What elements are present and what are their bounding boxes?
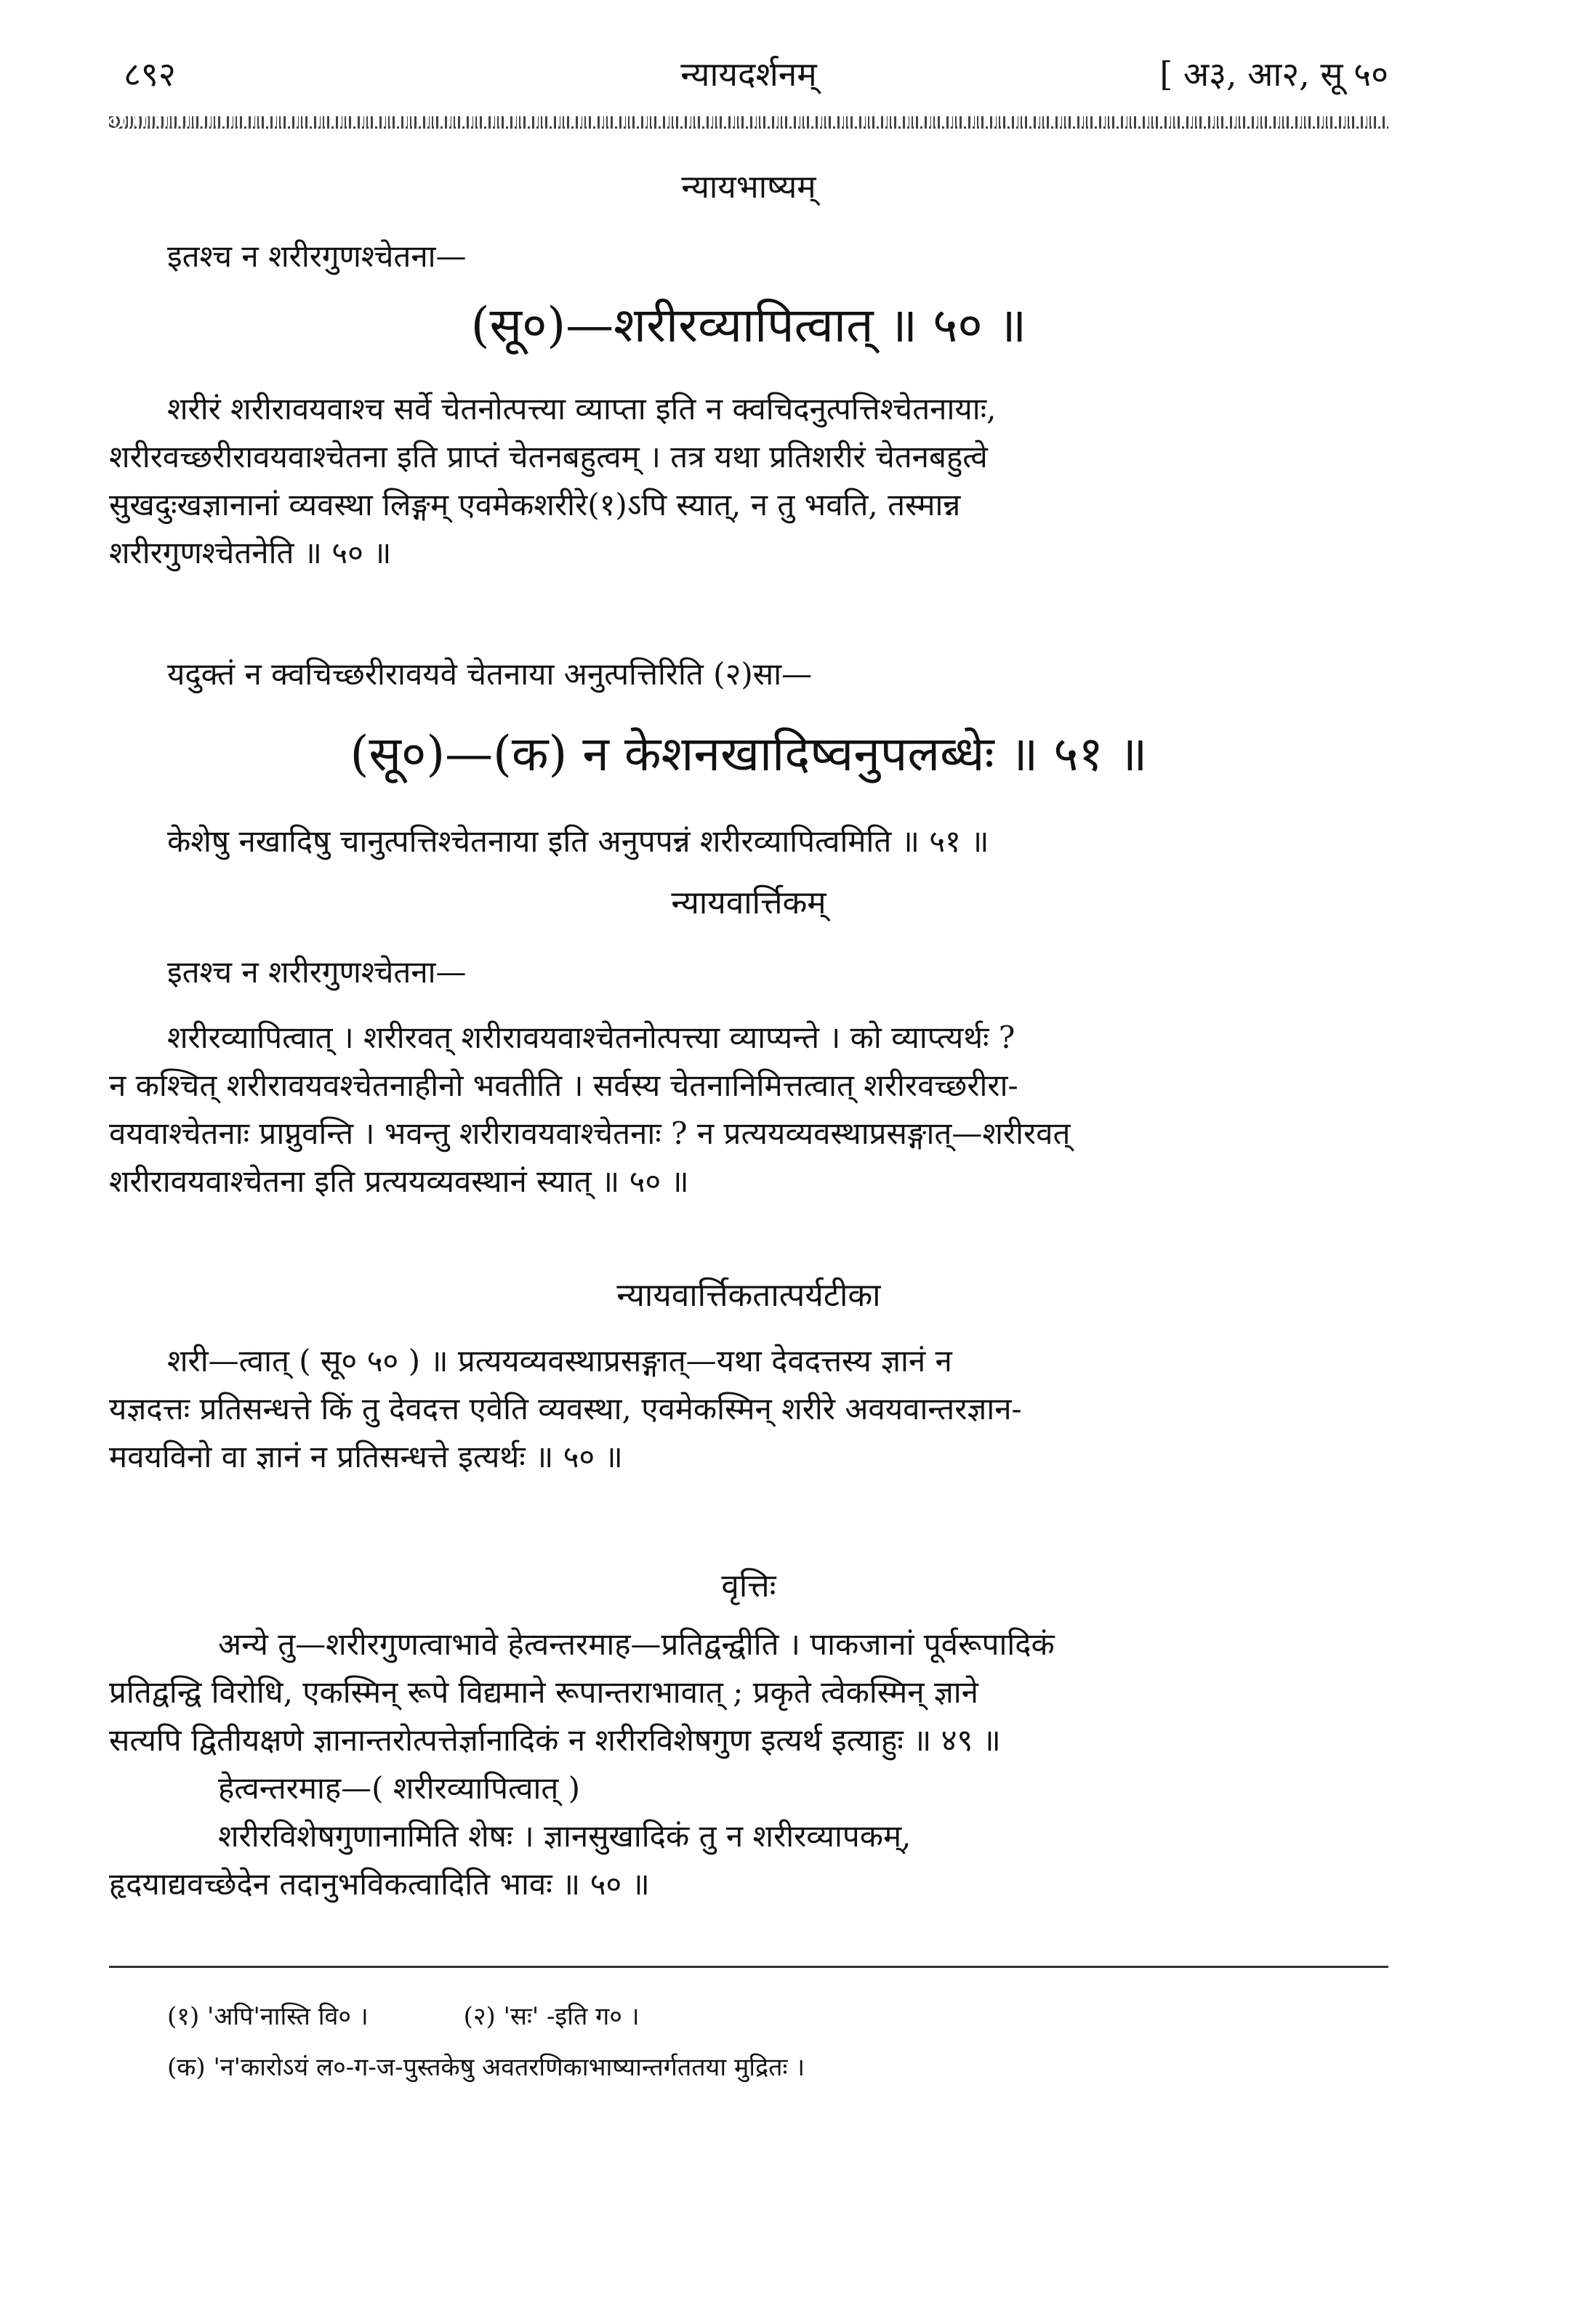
tika-paragraph	[109, 1337, 1388, 1481]
footnote-2: (२) 'सः' -इति ग० ।	[463, 2002, 640, 2031]
vritti-heading: वृत्तिः	[721, 1568, 776, 1605]
vartika-heading: न्यायवार्त्तिकम्	[671, 884, 826, 921]
bhashya-paragraph-2: केशेषु नखादिषु चानुत्पत्तिश्चेतनाया इति अनुपपन्नं शरीरव्यापित्वमिति ॥ ५१ ॥	[167, 823, 989, 859]
page-number: ८९२	[124, 55, 176, 94]
page-header	[109, 51, 1388, 102]
text-line: हृदयाद्यवच्छेदेन तदानुभविकत्वादिति भावः ॥ ५० ॥	[109, 1866, 650, 1902]
bhashya-paragraph-1	[109, 385, 1388, 577]
text-line: प्रतिद्वन्द्वि विरोधि, एकस्मिन् रूपे विद्यमाने रूपान्तराभावात् ; प्रकृते त्वेकस्मिन् ज्ञाने	[109, 1674, 978, 1710]
bhashya-intro-2: यदुक्तं न क्वचिच्छरीरावयवे चेतनाया अनुत्पत्तिरिति (२)सा—	[167, 656, 813, 692]
running-title: न्यायदर्शनम्	[680, 55, 817, 94]
bhashya-intro: इतश्च न शरीरगुणश्चेतना—	[167, 238, 467, 274]
header-wavy-rule	[109, 116, 1388, 129]
text-line: शरीरवच्छरीरावयवाश्चेतना इति प्राप्तं चेतनबहुत्वम् । तत्र यथा प्रतिशरीरं चेतनबहुत्वे	[109, 439, 988, 475]
footnote-rule	[109, 1966, 1388, 1968]
sutra-50: (सू०)—शरीरव्यापित्वात् ॥ ५० ॥	[470, 297, 1027, 353]
tika-heading: न्यायवार्त्तिकतात्पर्यटीका	[616, 1277, 881, 1314]
text-line: शरीरगुणश्चेतनेति ॥ ५० ॥	[109, 535, 392, 570]
text-line: शरीरं शरीरावयवाश्च सर्वे चेतनोत्पत्त्या व्याप्ता इति न क्वचिदनुत्पत्तिश्चेतनायाः,	[167, 391, 997, 427]
text-line: सत्यपि द्वितीयक्षणे ज्ञानान्तरोत्पत्तेर्ज्ञानादिकं न शरीरविशेषगुण इत्यर्थ इत्याहुः ॥ ४९ ॥	[109, 1722, 1001, 1758]
vritti-paragraph	[109, 1621, 1388, 1908]
section-reference: [ अ३, आ२, सू ५०	[1159, 55, 1388, 94]
text-line: शरीरावयवाश्चेतना इति प्रत्ययव्यवस्थानं स्यात् ॥ ५० ॥	[109, 1163, 689, 1199]
footnote-line	[167, 1998, 727, 2032]
footnote-1: (१) 'अपि'नास्ति वि० ।	[167, 2002, 369, 2031]
text-line: शरीरविशेषगुणानामिति शेषः । ज्ञानसुखादिकं तु न शरीरव्यापकम्,	[218, 1818, 912, 1854]
text-line: न कश्चित् शरीरावयवश्चेतनाहीनो भवतीति । सर्वस्य चेतनानिमित्तत्वात् शरीरवच्छरीरा-	[109, 1068, 1018, 1103]
text-line: हेत्वन्तरमाह—( शरीरव्यापित्वात् )	[218, 1770, 581, 1806]
text-line: यज्ञदत्तः प्रतिसन्धत्ते किं तु देवदत्त एवेति व्यवस्था, एवमेकस्मिन् शरीरे अवयवान्तरज्ञान-	[109, 1391, 1022, 1427]
bhashya-heading: न्यायभाष्यम्	[681, 169, 816, 206]
sutra-51: (सू०)—(क) न केशनखादिष्वनुपलब्धेः ॥ ५१ ॥	[350, 726, 1148, 782]
text-line: सुखदुःखज्ञानानां व्यवस्था लिङ्गम् एवमेकशरीरे(१)ऽपि स्यात्, न तु भवति, तस्मान्न	[109, 487, 961, 523]
text-line: अन्ये तु—शरीरगुणत्वाभावे हेत्वन्तरमाह—प्रतिद्वन्द्वीति । पाकजानां पूर्वरूपादिकं	[218, 1626, 1055, 1662]
text-line: शरीरव्यापित्वात् । शरीरवत् शरीरावयवाश्चेतनोत्पत्त्या व्याप्यन्ते । को व्याप्त्यर्थः ?	[167, 1020, 1015, 1055]
text-line: शरी—त्वात् ( सू० ५० ) ॥ प्रत्ययव्यवस्थाप्रसङ्गात्—यथा देवदत्तस्य ज्ञानं न	[167, 1343, 952, 1379]
vartika-paragraph	[109, 1014, 1388, 1206]
vartika-intro: इतश्च न शरीरगुणश्चेतना—	[167, 954, 467, 990]
text-line: मवयविनो वा ज्ञानं न प्रतिसन्धत्ते इत्यर्थः ॥ ५० ॥	[109, 1439, 623, 1474]
footnote-k: (क) 'न'कारोऽयं ल०-ग-ज-पुस्तकेषु अवतरणिकाभाष्यान्तर्गततया मुद्रितः ।	[167, 2053, 805, 2082]
text-line: वयवाश्चेतनाः प्राप्नुवन्ति । भवन्तु शरीरावयवाश्चेतनाः ? न प्रत्ययव्यवस्थाप्रसङ्गात्—शरीरवत्	[109, 1115, 1071, 1151]
